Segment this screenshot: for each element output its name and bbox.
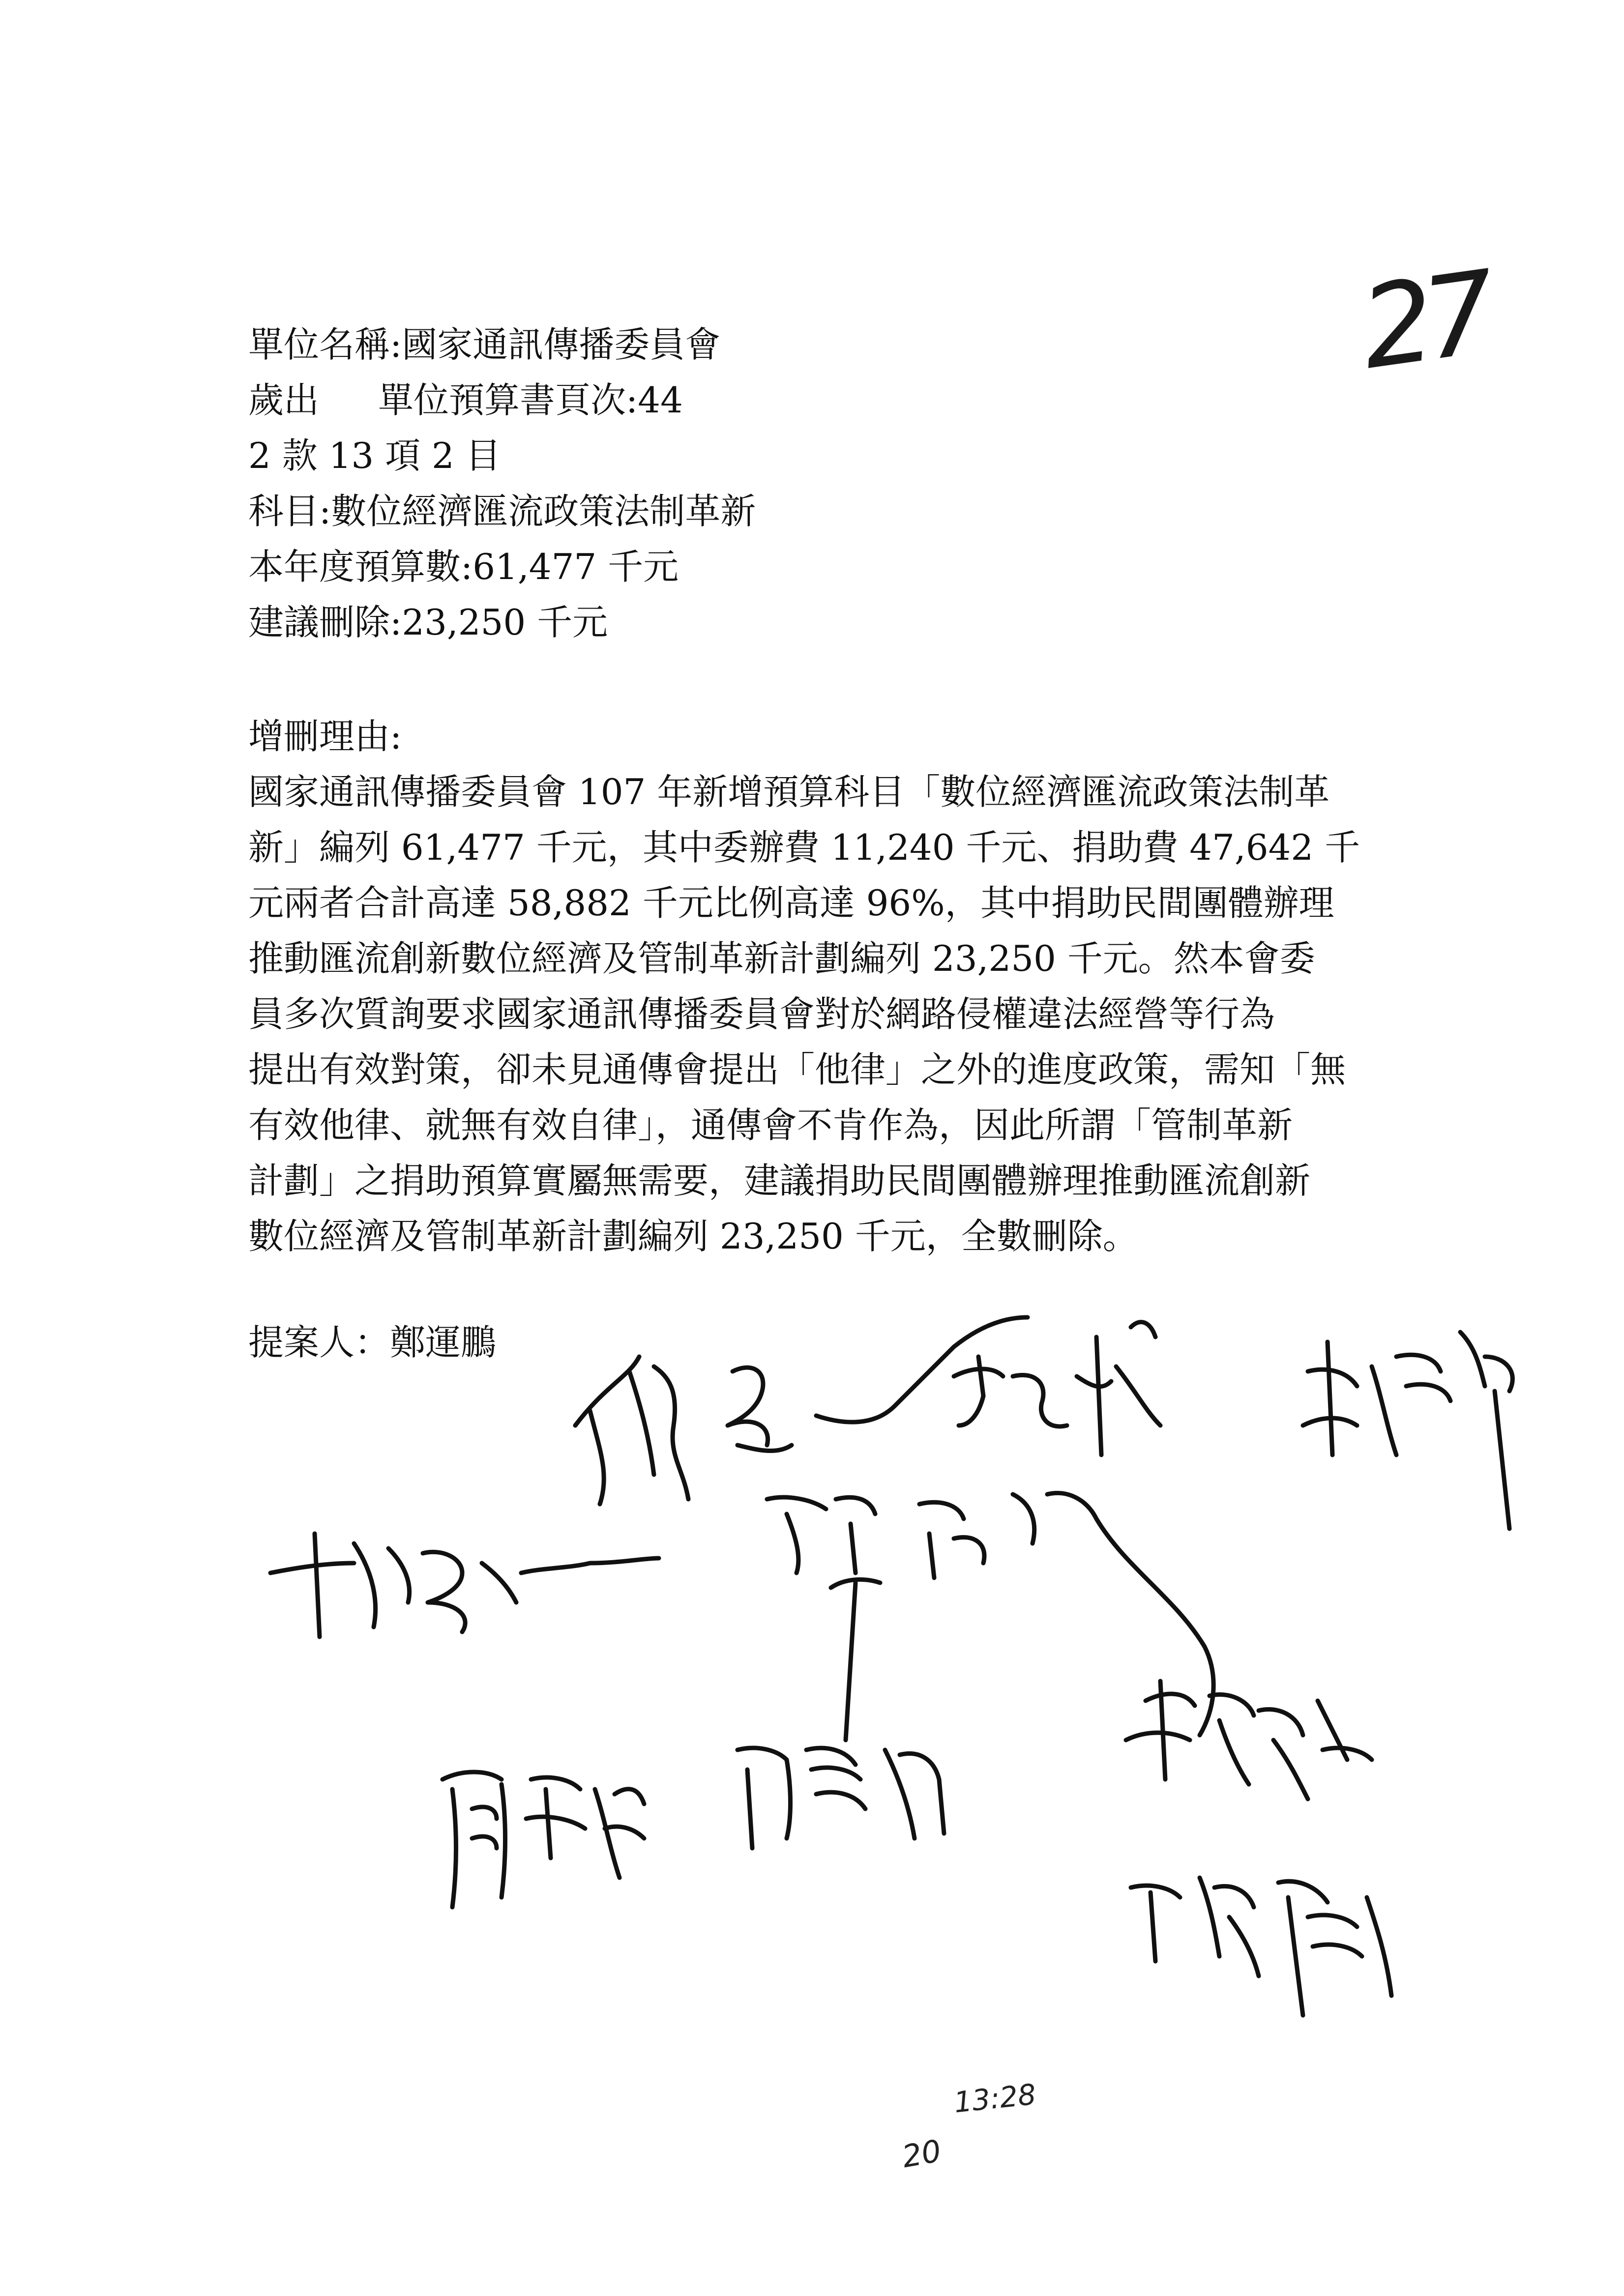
signature-5 (767, 1493, 1213, 1740)
reason-line: 提出有效對策，卻未見通傳會提出「他律」之外的進度政策，需知「無 (248, 1049, 1346, 1090)
item-code: 2 款 13 項 2 目 (248, 435, 501, 476)
reason-title: 增刪理由: (248, 716, 402, 757)
signature-4 (270, 1534, 659, 1637)
reason-line: 元兩者合計高達 58,882 千元比例高達 96%，其中捐助民間團體辦理 (248, 882, 1334, 924)
reason-line: 有效他律、就無有效自律」，通傳會不肯作為，因此所謂「管制革新 (248, 1104, 1293, 1146)
reason-line: 新」編列 61,477 千元，其中委辦費 11,240 千元、捐助費 47,642 千 (248, 827, 1360, 868)
signature-8 (738, 1748, 944, 1848)
subject: 科目:數位經濟匯流政策法制革新 (248, 491, 756, 532)
budget-page: 單位預算書頁次:44 (378, 379, 683, 421)
received-number-stamp: 20 (899, 2132, 944, 2175)
unit-name: 單位名稱:國家通訊傳播委員會 (248, 324, 721, 365)
signature-3 (1303, 1332, 1512, 1529)
signature-7 (443, 1772, 644, 1907)
proposed-cut: 建議刪除:23,250 千元 (248, 602, 608, 643)
signature-6 (1126, 1681, 1372, 1799)
received-time-stamp: 13:28 (952, 2077, 1038, 2120)
signature-9 (1131, 1878, 1391, 2015)
signature-1 (575, 1317, 1028, 1504)
reason-line: 員多次質詢要求國家通訊傳播委員會對於網路侵權違法經營等行為 (248, 993, 1275, 1035)
handwritten-page-number: 27 (1353, 247, 1495, 395)
proposer: 提案人：鄭運鵬 (248, 1322, 497, 1363)
expenditure-label: 歲出 (248, 379, 320, 421)
reason-line: 數位經濟及管制革新計劃編列 23,250 千元，全數刪除。 (248, 1216, 1138, 1257)
reason-line: 國家通訊傳播委員會 107 年新增預算科目「數位經濟匯流政策法制革 (248, 771, 1330, 813)
reason-line: 推動匯流創新數位經濟及管制革新計劃編列 23,250 千元。然本會委 (248, 938, 1315, 979)
reason-line: 計劃」之捐助預算實屬無需要，建議捐助民間團體辦理推動匯流創新 (248, 1160, 1311, 1201)
signature-2 (954, 1322, 1160, 1455)
budget-amount: 本年度預算數:61,477 千元 (248, 546, 679, 587)
